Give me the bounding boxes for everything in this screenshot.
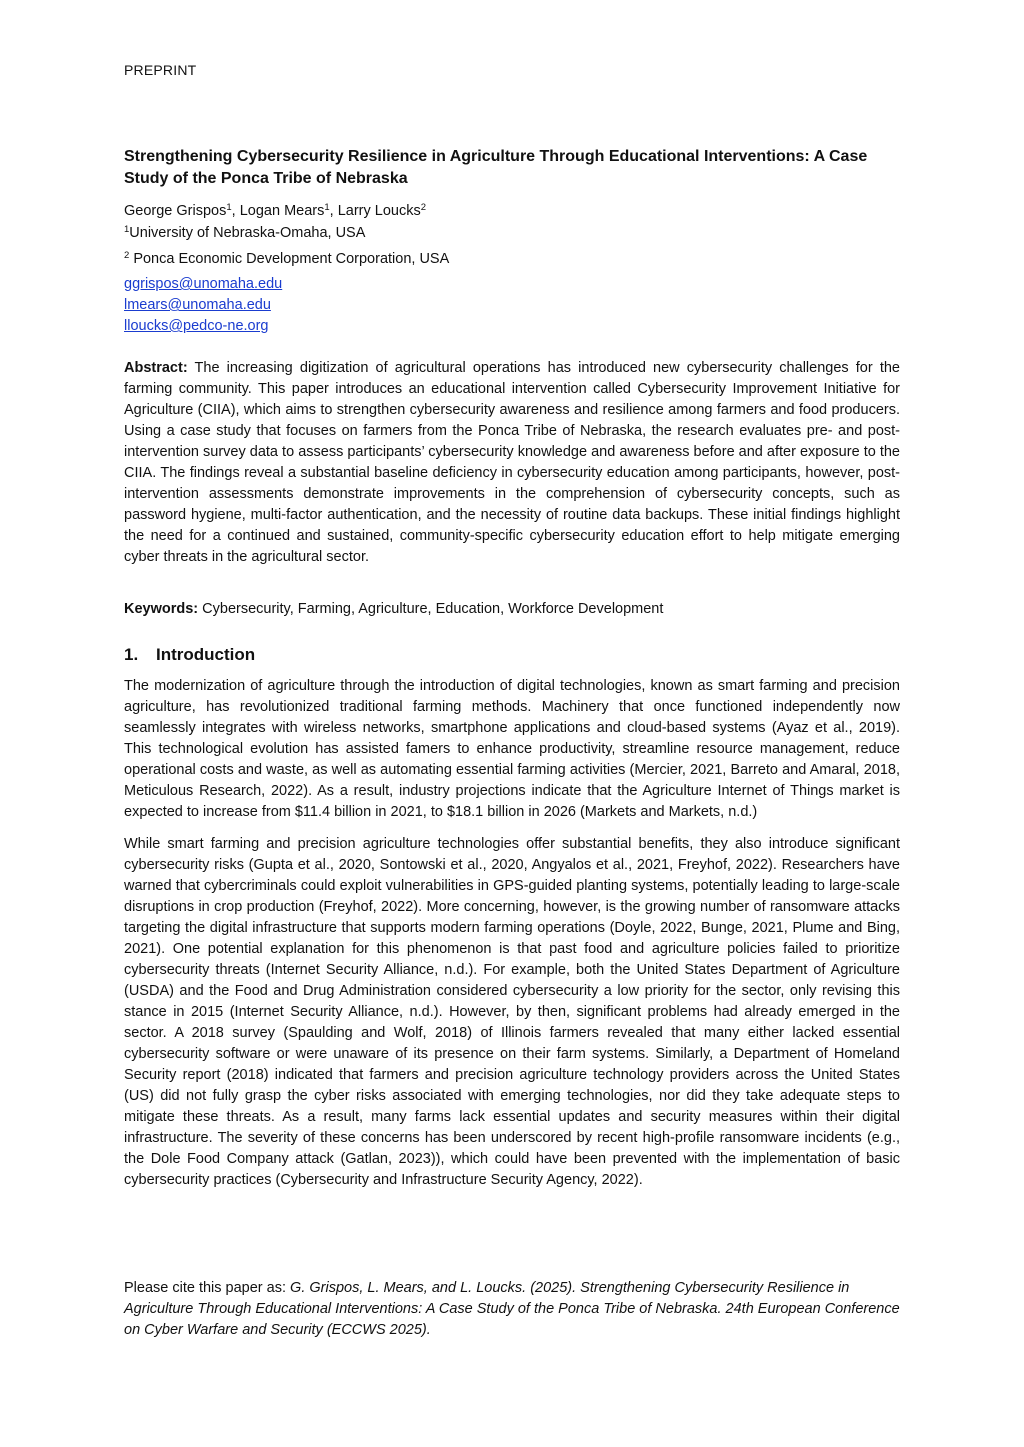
keywords-label: Keywords:: [124, 601, 199, 617]
abstract-label: Abstract:: [124, 360, 188, 376]
abstract: [124, 358, 900, 568]
author-name: Logan Mears: [239, 203, 325, 219]
author-separator: ,: [329, 203, 338, 219]
email-link[interactable]: lmears@unomaha.edu: [124, 297, 271, 313]
author-affil-marker: 1: [226, 202, 232, 213]
citation-prefix: Please cite this paper as:: [124, 1280, 291, 1296]
affiliation-1: [124, 222, 900, 244]
affiliation-marker: 2: [124, 250, 130, 261]
affiliation-2: [124, 248, 900, 270]
keywords: [124, 599, 900, 620]
body-paragraph: While smart farming and precision agriculture technologies offer substantial benefits, they also introduce significant cybersecurity risks (Gupta et al., 2020, Sontowski et al., 2020, Angyalos et al., 2021, Freyhof, 2022). Researchers have warned that cybercriminals could exploit vulnerabilities in GPS-guided planting systems, potentially leading to large-scale disruptions in crop production (Freyhof, 2022). More concerning, however, is the growing number of ransomware attacks targeting the digital infrastructure that supports modern farming operations (Doyle, 2022, Bunge, 2021, Plume and Bing, 2021). One potential explanation for this phenomenon is that past food and agriculture policies failed to prioritize cybersecurity threats (Internet Security Alliance, n.d.). For example, both the United States Department of Agriculture (USDA) and the Food and Drug Administration considered cybersecurity a low priority for the sector, only revising this stance in 2015 (Internet Security Alliance, n.d.). However, by then, significant problems had already emerged in the sector. A 2018 survey (Spaulding and Wolf, 2018) of Illinois farmers revealed that many either lacked essential cybersecurity software or were unaware of its presence on their farm systems. Similarly, a Department of Homeland Security report (2018) indicated that farmers and precision agriculture technology providers across the United States (US) did not fully grasp the cyber risks associated with emerging technologies, nor did they take adequate steps to mitigate these threats. As a result, many farms lack essential updates and security measures within their digital infrastructure. The severity of these concerns has been underscored by recent high-profile ransomware incidents (e.g., the Dole Food Company attack (Gatlan, 2023)), which could have been prevented with the implementation of basic cybersecurity practices (Cybersecurity and Infrastructure Security Agency, 2022).: [124, 836, 900, 1188]
section-number: 1.: [124, 645, 139, 664]
preprint-label: PREPRINT: [124, 62, 197, 78]
body-paragraph: The modernization of agriculture through the introduction of digital technologies, known as smart farming and precision agriculture, has revolutionized traditional farming methods. Machinery that once functioned independently now seamlessly integrates with wireless networks, smartphone applications and cloud-based systems (Ayaz et al., 2019). This technological evolution has assisted famers to enhance productivity, streamline resource management, reduce operational costs and waste, as well as automating essential farming activities (Mercier, 2021, Barreto and Amaral, 2018, Meticulous Research, 2022). As a result, industry projections indicate that the Agriculture Internet of Things market is expected to increase from $11.4 billion in 2021, to $18.1 billion in 2026 (Markets and Markets, n.d.): [124, 678, 900, 820]
author-affil-marker: 1: [324, 202, 330, 213]
affiliation-text: Ponca Economic Development Corporation, USA: [129, 251, 450, 267]
email-link[interactable]: ggrispos@unomaha.edu: [124, 276, 283, 292]
affiliation-text: University of Nebraska-Omaha, USA: [129, 225, 366, 241]
author-list: [124, 200, 900, 222]
email-link[interactable]: lloucks@pedco-ne.org: [124, 318, 269, 334]
email-list: [124, 274, 900, 337]
author-name: Larry Loucks: [337, 203, 421, 219]
paper-title: Strengthening Cybersecurity Resilience in Agriculture Through Educational Interventions: A Case Study of the Ponca Tribe of Nebraska: [124, 148, 868, 187]
section-body: [124, 676, 900, 1202]
citation-note: [124, 1278, 900, 1341]
author-name: George Grispos: [124, 203, 227, 219]
section-title: Introduction: [156, 645, 256, 664]
author-block: [124, 200, 900, 270]
section-heading: [124, 643, 900, 667]
affiliation-marker: 1: [124, 224, 130, 235]
abstract-text: The increasing digitization of agricultural operations has introduced new cybersecurity challenges for the farming community. This paper introduces an educational intervention called Cybersecurity Improvement Initiative for Agriculture (CIIA), which aims to strengthen cybersecurity awareness and resilience among farmers and food producers. Using a case study that focuses on farmers from the Ponca Tribe of Nebraska, the research evaluates pre- and post-intervention survey data to assess participants’ cybersecurity knowledge and awareness before and after exposure to the CIIA. The findings reveal a substantial baseline deficiency in cybersecurity education among participants, however, post-intervention assessments demonstrate improvements in the comprehension of cybersecurity concepts, such as password hygiene, multi-factor authentication, and the necessity of routine data backups. These initial findings highlight the need for a continued and sustained, community-specific cybersecurity education effort to help mitigate emerging cyber threats in the agricultural sector.: [124, 360, 900, 565]
citation-text: G. Grispos, L. Mears, and L. Loucks. (2025). Strengthening Cybersecurity Resilience in Agriculture Through Educational Interventions: A Case Study of the Ponca Tribe of Nebraska. 24th European Conference on Cyber Warfare and Security (ECCWS 2025).: [124, 1280, 900, 1338]
keywords-text: Cybersecurity, Farming, Agriculture, Education, Workforce Development: [198, 601, 664, 617]
author-affil-marker: 2: [420, 202, 427, 213]
author-separator: ,: [231, 203, 240, 219]
